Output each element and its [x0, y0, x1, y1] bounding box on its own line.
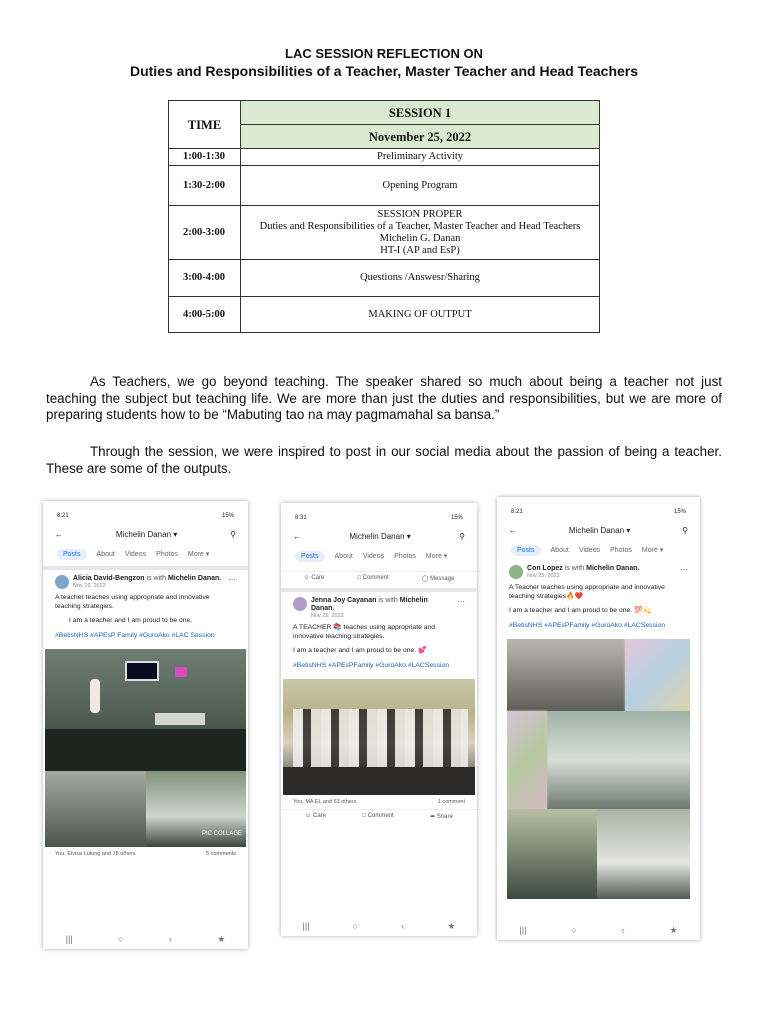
profile-name[interactable]: Michelin Danan ▾ — [115, 529, 178, 539]
android-nav-bar — [43, 929, 248, 949]
tagged-name: Michelin Danan. — [167, 575, 222, 582]
row-time: 1:00-1:30 — [169, 149, 241, 166]
phone-screenshot-3 — [497, 497, 700, 940]
row-time: 4:00-5:00 — [169, 297, 241, 333]
hashtags: #BetisNHS #APEsPFamily #GuroAko #LACSession — [509, 621, 666, 629]
profile-name[interactable]: Michelin Danan ▾ — [568, 525, 631, 535]
android-nav-bar — [497, 920, 700, 940]
profile-tabs — [497, 541, 700, 559]
home-icon[interactable]: ○ — [118, 934, 124, 944]
post-author: Jenna Joy Cayanan — [311, 597, 377, 604]
tab-videos[interactable]: Videos — [124, 550, 147, 558]
row-activity: Opening Program — [241, 166, 600, 206]
home-icon[interactable]: ○ — [352, 921, 359, 931]
post-header: Con Lopez is with Michelin Danan. Nov 25, 2022 ⋯ — [497, 563, 700, 581]
status-bar: 8:21 15% — [511, 509, 686, 515]
tab-more[interactable]: More ▾ — [641, 547, 664, 554]
more-options-icon[interactable]: ⋯ — [457, 597, 465, 606]
back-icon[interactable]: ‹ — [621, 925, 625, 935]
tab-photos[interactable]: Photos — [156, 550, 178, 558]
tab-about[interactable]: About — [96, 550, 115, 558]
status-bar: 8:21 15% — [57, 513, 234, 519]
search-icon[interactable]: ⚲ — [459, 531, 465, 541]
row-activity: MAKING OF OUTPUT — [241, 297, 600, 333]
back-icon[interactable]: ‹ — [168, 934, 172, 944]
phone-screenshot-1 — [43, 501, 248, 949]
care-button[interactable]: ☺ Care — [303, 575, 325, 581]
row-activity: Questions /Answesr/Sharing — [241, 260, 600, 297]
app-bar — [497, 519, 700, 541]
recent-apps-icon[interactable]: ||| — [302, 921, 310, 931]
tagged-name: Michelin Danan. — [311, 597, 428, 612]
classroom-photo — [45, 649, 246, 771]
row-activity-session-proper — [241, 206, 600, 260]
tab-about[interactable]: About — [550, 546, 569, 554]
time-header: TIME — [169, 101, 241, 149]
hashtags: #BetisNHS #APEsP Family #GuroAko #LAC Session — [55, 631, 215, 639]
more-options-icon[interactable]: ⋯ — [680, 565, 688, 574]
post-photo-collage[interactable] — [507, 639, 690, 899]
row-time: 2:00-3:00 — [169, 206, 241, 260]
reaction-summary[interactable]: You, MA EL and 63 others 1 comment — [293, 799, 465, 805]
tab-about[interactable]: About — [334, 552, 353, 560]
previous-post-actions — [281, 571, 477, 585]
collage-watermark: PIC COLLAGE — [201, 831, 242, 837]
tab-videos[interactable]: Videos — [578, 546, 601, 554]
divider — [281, 588, 477, 592]
tab-photos[interactable]: Photos — [610, 546, 632, 554]
session-proper-label: SESSION PROPER — [377, 208, 463, 220]
document-subtitle: Duties and Responsibilities of a Teacher, Master Teacher and Head Teachers — [129, 63, 639, 79]
tab-posts[interactable]: Posts — [57, 549, 87, 560]
avatar[interactable] — [509, 565, 523, 579]
app-bar — [43, 523, 248, 545]
schedule-table — [168, 100, 600, 333]
session-header: SESSION 1 — [241, 101, 600, 125]
comment-button[interactable]: □ Comment — [357, 575, 389, 581]
avatar[interactable] — [55, 575, 69, 589]
back-arrow-icon[interactable]: ← — [55, 529, 63, 539]
accessibility-icon[interactable]: ★ — [669, 924, 678, 935]
post-body: A TEACHER 📚 teaches using appropriate and innovative teaching strategies. I am a teacher and I am proud to be one. 💕 #BetisNHS #APEsPFamily #GuroAko #LACSession — [281, 621, 477, 679]
post-body: A Teacher teaches using appropriate and innovative teaching strategies🔥❤️ I am a teacher and I am proud to be one. 💯💫 #BetisNHS #APEsPFamily #GuroAko #LACSession — [497, 581, 700, 639]
tab-posts[interactable]: Posts — [511, 545, 541, 556]
session-topic: Duties and Responsibilities of a Teacher, Master Teacher and Head Teachers — [259, 220, 581, 232]
reaction-summary[interactable]: You, Elvisa Lutung and 78 others 5 comments — [55, 851, 236, 857]
hashtags: #BetisNHS #APEsPFamily #GuroAko #LACSession — [293, 661, 450, 669]
share-button[interactable]: ➦ Share — [430, 814, 453, 820]
recent-apps-icon[interactable]: ||| — [519, 925, 527, 935]
more-options-icon[interactable]: ⋯ — [228, 575, 236, 584]
care-button[interactable]: ☺ Care — [305, 813, 326, 819]
reflection-paragraph-1: As Teachers, we go beyond teaching. The speaker shared so much about being a teacher not just teaching the subject but teaching life. We are more than just the duties and responsibilities, but we are more of preparing students how to be “Mabuting tao na may pagmamahal sa bansa.” — [46, 374, 722, 423]
row-activity: Preliminary Activity — [241, 149, 600, 166]
status-bar: 8:31 15% — [295, 515, 463, 521]
row-time: 1:30-2:00 — [169, 166, 241, 206]
profile-tabs — [43, 545, 248, 563]
phone-screenshot-2 — [281, 503, 477, 936]
back-icon[interactable]: ‹ — [401, 921, 405, 931]
back-arrow-icon[interactable]: ← — [293, 531, 301, 541]
post-author: Con Lopez — [527, 565, 563, 572]
avatar[interactable] — [293, 597, 307, 611]
profile-name[interactable]: Michelin Danan ▾ — [349, 531, 411, 541]
speaker-position: HT-I (AP and EsP) — [380, 244, 460, 256]
reflection-paragraph-2: Through the session, we were inspired to post in our social media about the passion of being a teacher. These are some of the outputs. — [46, 444, 722, 476]
post-body: A teacher teaches using appropriate and innovative teaching strategies. I am a teacher and I am proud to be one. #BetisNHS #APEsP Family #GuroAko #LAC Session — [43, 591, 248, 649]
android-nav-bar — [281, 916, 477, 936]
recent-apps-icon[interactable]: ||| — [65, 934, 73, 944]
tagged-name: Michelin Danan. — [586, 565, 640, 572]
tab-videos[interactable]: Videos — [362, 552, 385, 560]
post-date: Nov 25, 2022 — [527, 573, 560, 579]
search-icon[interactable]: ⚲ — [682, 525, 688, 535]
post-date: Nov 26, 2022 — [73, 583, 106, 589]
divider — [43, 566, 248, 570]
post-header: Jenna Joy Cayanan is with Michelin Danan. Nov 25, 2022 ⋯ — [281, 595, 477, 621]
app-bar — [281, 525, 477, 547]
home-icon[interactable]: ○ — [571, 925, 577, 935]
tab-posts[interactable]: Posts — [295, 551, 325, 562]
post-date: Nov 25, 2022 — [311, 613, 344, 619]
session-date: November 25, 2022 — [241, 125, 600, 149]
accessibility-icon[interactable]: ★ — [217, 933, 226, 944]
message-button[interactable]: ◯ Message — [421, 576, 455, 582]
post-photo-collage[interactable] — [45, 649, 246, 847]
post-photo[interactable] — [283, 679, 475, 795]
tab-photos[interactable]: Photos — [394, 552, 416, 560]
search-icon[interactable]: ⚲ — [230, 529, 236, 539]
comment-button[interactable]: □ Comment — [362, 813, 394, 819]
accessibility-icon[interactable]: ★ — [447, 920, 456, 931]
profile-tabs — [281, 547, 477, 565]
tab-more[interactable]: More ▾ — [425, 553, 448, 560]
tab-more[interactable]: More ▾ — [187, 551, 210, 558]
document-title: LAC SESSION REFLECTION ON — [285, 46, 483, 61]
speaker-name: Michelin G. Danan — [379, 232, 461, 244]
post-actions — [281, 809, 477, 823]
post-author: Alicia David-Bengzon — [73, 575, 145, 582]
post-header: Alicia David-Bengzon is with Michelin Danan. Nov 26, 2022 ⋯ — [43, 573, 248, 591]
back-arrow-icon[interactable]: ← — [509, 525, 517, 535]
row-time: 3:00-4:00 — [169, 260, 241, 297]
